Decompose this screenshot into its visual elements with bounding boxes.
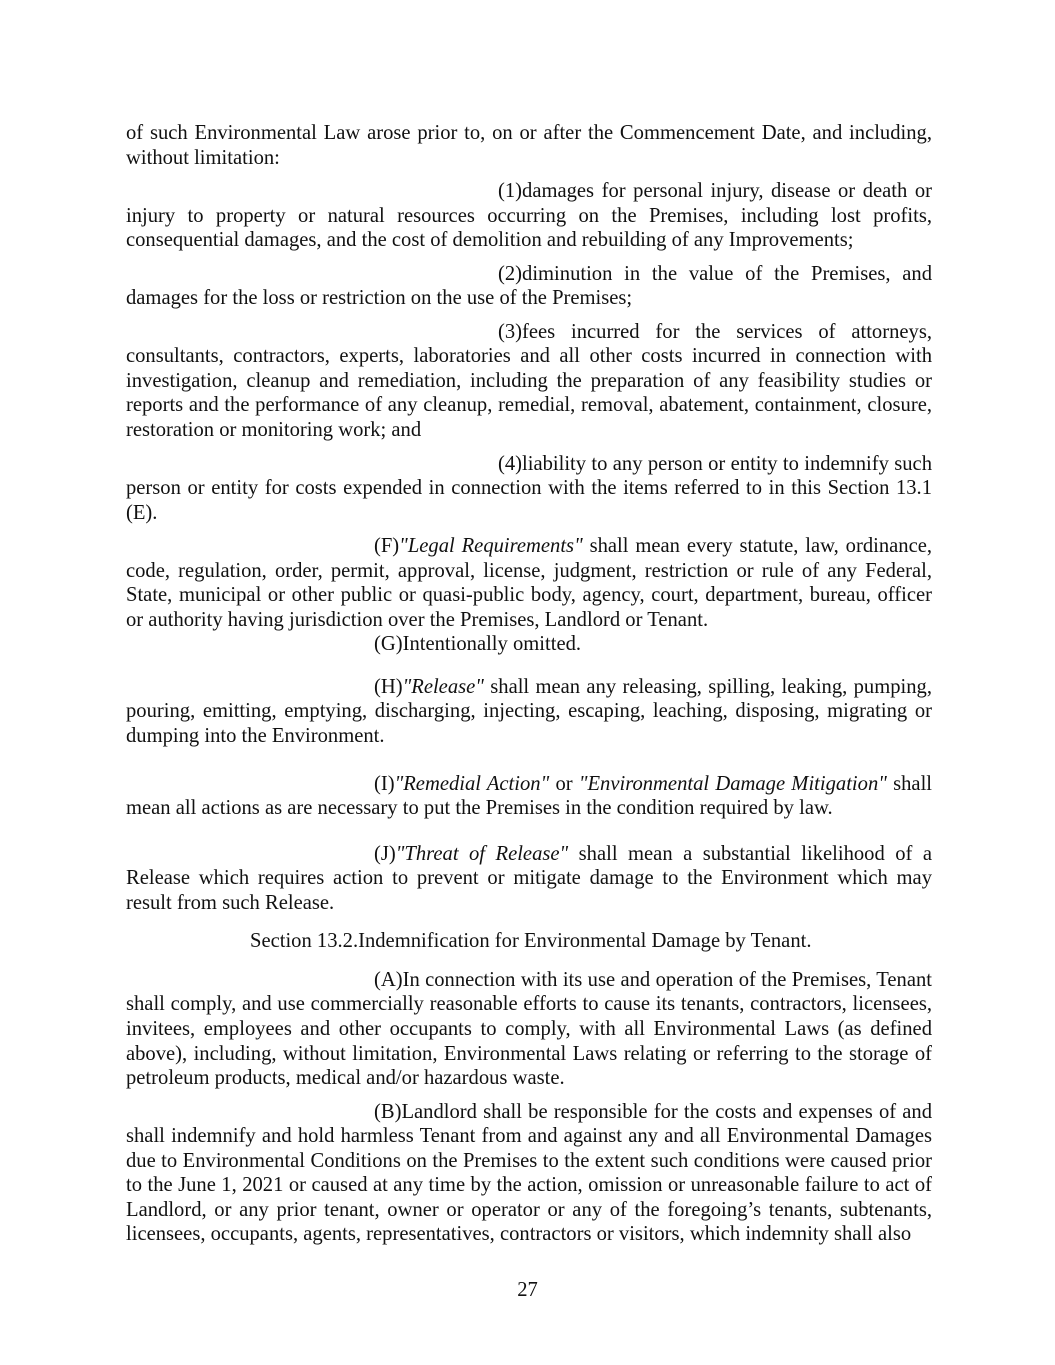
paragraph-text: of such Environmental Law arose prior to, on or after the Commencement Date, and including, without limitation: [126, 122, 932, 169]
numbered-item-4 [126, 452, 932, 526]
clause-f [126, 534, 932, 632]
item-number-label: (4) [498, 452, 523, 475]
paragraph-text: diminution in the value of the Premises, and damages for the loss or restriction on the use of the Premises; [126, 262, 932, 310]
section-number-label: Section 13.2. [250, 930, 359, 953]
paragraph-text: fees incurred for the services of attorneys, consultants, contractors, experts, laboratories and all other costs incurred in connection with investigation, cleanup and remediation, including the preparation of any feasibility studies or reports and the performance of any cleanup, remedial, removal, abatement, containment, closure, restoration or monitoring work; and [126, 320, 932, 442]
clause-letter-label: (B) [374, 1100, 402, 1123]
clause-i [126, 772, 932, 821]
page-number: 27 [517, 1279, 538, 1301]
section-heading-13-2 [126, 929, 932, 954]
paragraph-text: shall mean all actions as are necessary to put the Premises in the condition required by law. [126, 772, 933, 820]
clause-letter-label: (J) [374, 842, 396, 865]
paragraph-text: damages for personal injury, disease or death or injury to property or natural resources occurring on the Premises, including lost profits, consequential damages, and the cost of demolition and rebuilding of any Improvements; [126, 180, 932, 252]
item-number-label: (2) [498, 262, 523, 285]
item-number-label: (1) [498, 180, 523, 203]
clause-letter-label: (I) [374, 772, 395, 795]
item-number-label: (3) [498, 320, 523, 343]
clause-letter-label: (F) [374, 535, 400, 558]
defined-term: "Environmental Damage Mitigation" [578, 772, 887, 795]
clause-letter-label: (H) [374, 675, 403, 698]
paragraph-text: liability to any person or entity to indemnify such person or entity for costs expended in connection with the items referred to in this Section 13.1 (E). [126, 452, 932, 524]
numbered-item-3 [126, 320, 932, 443]
paragraph-text: shall mean every statute, law, ordinance, code, regulation, order, permit, approval, license, judgment, restriction or rule of any Federal, State, municipal or other public or quasi-public body, agency, court, department, bureau, officer or authority having jurisdiction over the Premises, Landlord or Tenant. [126, 535, 933, 631]
section-title: Indemnification for Environmental Damage by Tenant. [358, 930, 812, 953]
defined-term: "Remedial Action" [394, 772, 550, 795]
paragraph-text: shall mean any releasing, spilling, leaking, pumping, pouring, emitting, emptying, discharging, injecting, escaping, leaching, disposing, migrating or dumping into the Environment. [126, 675, 932, 748]
paragraph-text: shall mean a substantial likelihood of a Release which requires action to prevent or mitigate damage to the Environment which may result from such Release. [126, 842, 932, 914]
clause-h [126, 675, 932, 749]
clause-a [126, 968, 932, 1091]
numbered-item-2 [126, 262, 932, 311]
clause-letter-label: (A) [374, 968, 403, 991]
document-body [126, 121, 932, 1247]
paragraph-text: Intentionally omitted. [402, 633, 582, 656]
defined-term: "Legal Requirements" [399, 535, 583, 558]
paragraph-continuation [126, 121, 932, 170]
defined-term: "Threat of Release" [395, 842, 569, 865]
paragraph-text: Landlord shall be responsible for the costs and expenses of and shall indemnify and hold harmless Tenant from and against any and all Environmental Damages due to Environmental Conditions on the Premises to the extent such conditions were caused prior to the June 1, 2021 or caused at any time by the action, omission or unreasonable failure to act of Landlord, or any prior tenant, owner or operator or any of the foregoing’s tenants, subtenants, licensees, occupants, agents, representatives, contractors or visitors, which indemnity shall also [126, 1100, 932, 1246]
clause-g [126, 632, 932, 657]
clause-letter-label: (G) [374, 633, 403, 656]
paragraph-text: or [549, 772, 579, 795]
clause-b [126, 1100, 932, 1247]
defined-term: "Release" [402, 675, 484, 698]
clause-j [126, 842, 932, 916]
paragraph-text: In connection with its use and operation of the Premises, Tenant shall comply, and use commercially reasonable efforts to cause its tenants, contractors, licensees, invitees, employees and other occupants to comply, with all Environmental Laws (as defined above), including, without limitation, Environmental Laws relating or referring to the storage of petroleum products, medical and/or hazardous waste. [126, 968, 932, 1090]
numbered-item-1 [126, 179, 932, 253]
